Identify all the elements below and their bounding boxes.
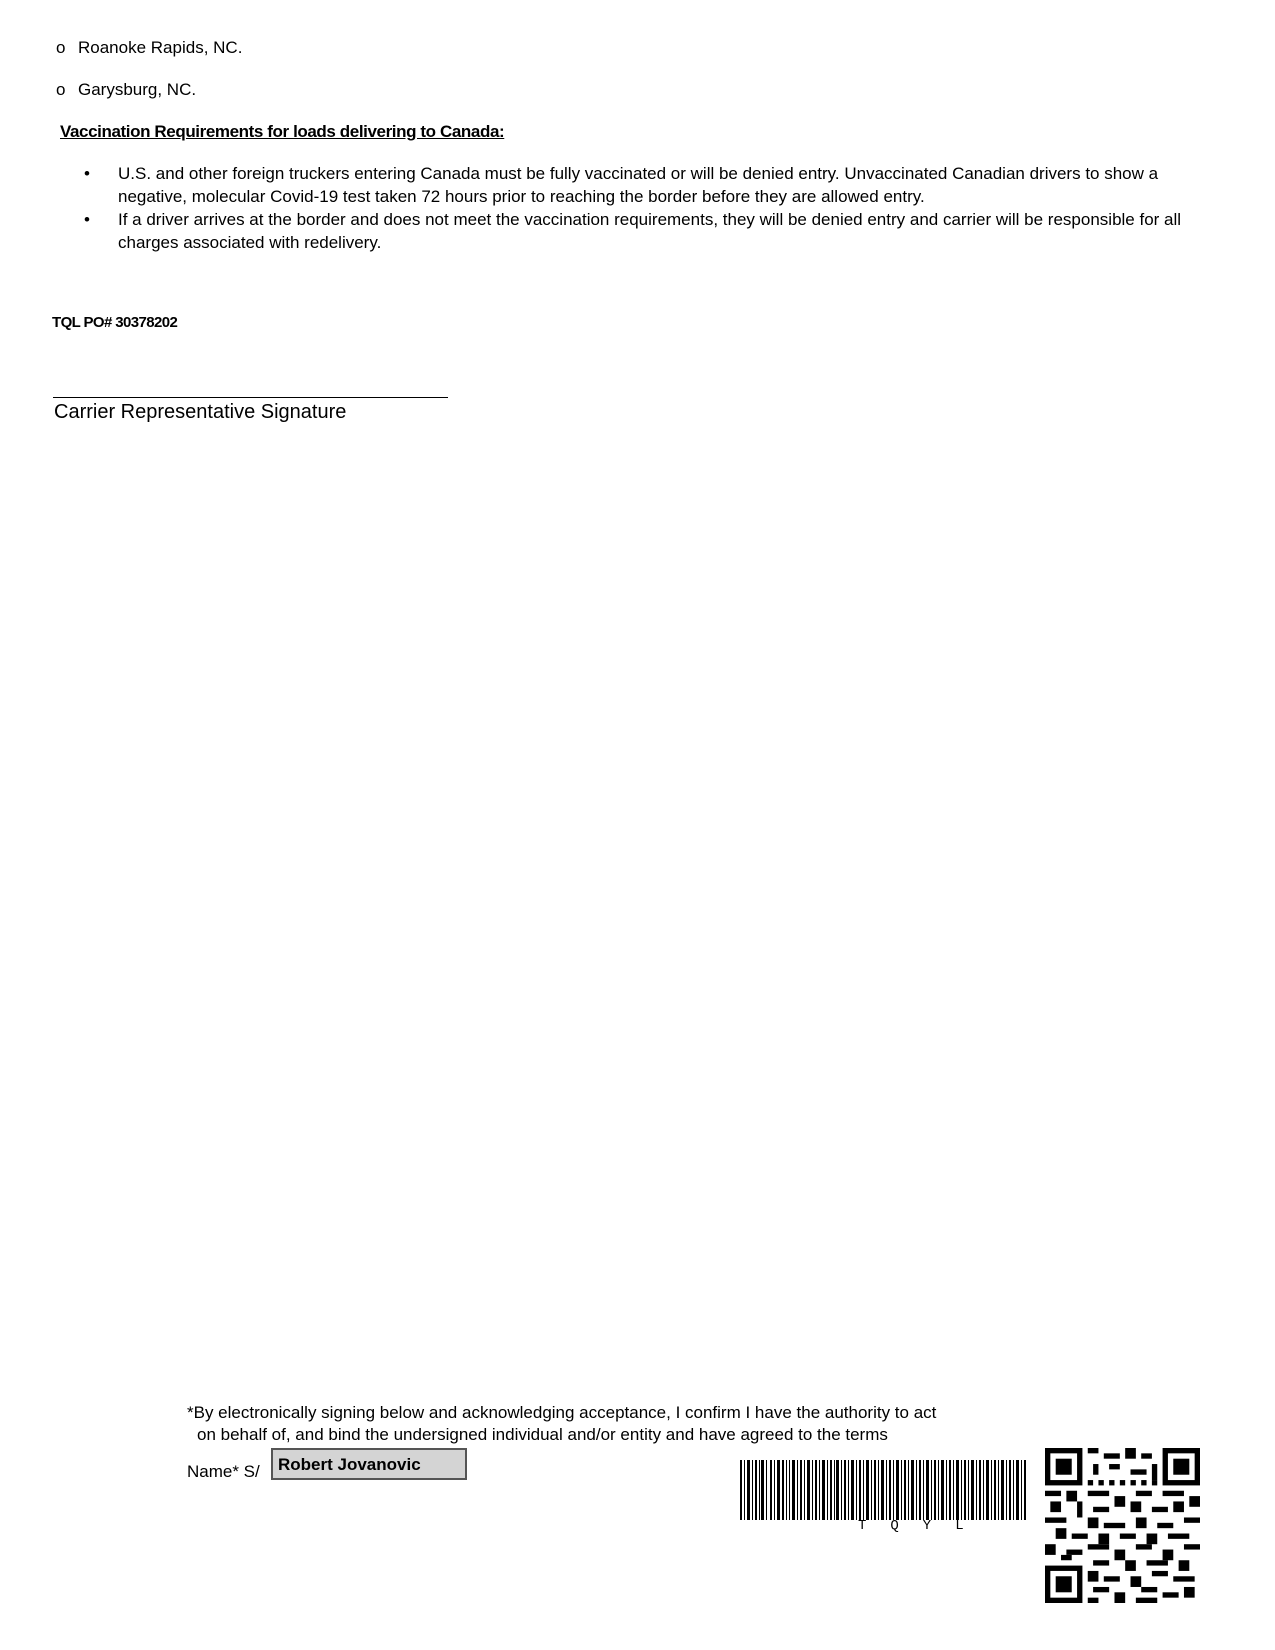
signature-label: Carrier Representative Signature xyxy=(54,401,347,423)
po-number: TQL PO# 30378202 xyxy=(52,314,178,331)
qr-code-icon xyxy=(1045,1448,1200,1603)
name-label: Name* S/ xyxy=(187,1462,260,1481)
vaccination-heading: Vaccination Requirements for loads delivering to Canada: xyxy=(60,122,505,141)
location-text: Roanoke Rapids, NC. xyxy=(78,38,243,57)
bullet-text: U.S. and other foreign truckers entering Canada must be fully vaccinated or will be denied entry. Unvaccinated Canadian drivers to show a negative, molecular Covid-19 test taken 72 hours prior to reaching the border before they are allowed entry. xyxy=(118,164,1159,206)
disclaimer-line: *By electronically signing below and acknowledging acceptance, I confirm I have the authority to act xyxy=(187,1403,937,1422)
bullet-icon: • xyxy=(84,164,90,183)
bullet-icon: • xyxy=(84,210,90,229)
bullet-item xyxy=(84,208,1194,254)
location-item xyxy=(56,80,196,100)
bullet-item xyxy=(84,162,1194,208)
name-field[interactable]: Robert Jovanovic xyxy=(271,1448,467,1480)
list-marker: o xyxy=(56,38,66,57)
vaccination-bullet-list xyxy=(84,162,1194,254)
list-marker: o xyxy=(56,80,66,99)
bullet-text: If a driver arrives at the border and does not meet the vaccination requirements, they will be denied entry and carrier will be responsible for all charges associated with redelivery. xyxy=(118,210,1182,252)
location-item xyxy=(56,38,242,58)
disclaimer-line: on behalf of, and bind the undersigned individual and/or entity and have agreed to the terms xyxy=(197,1425,888,1444)
signature-line[interactable] xyxy=(53,397,448,398)
signing-disclaimer xyxy=(187,1402,1047,1446)
barcode-caption: TQYL xyxy=(858,1518,988,1534)
location-text: Garysburg, NC. xyxy=(78,80,197,99)
barcode-icon xyxy=(740,1460,1026,1520)
